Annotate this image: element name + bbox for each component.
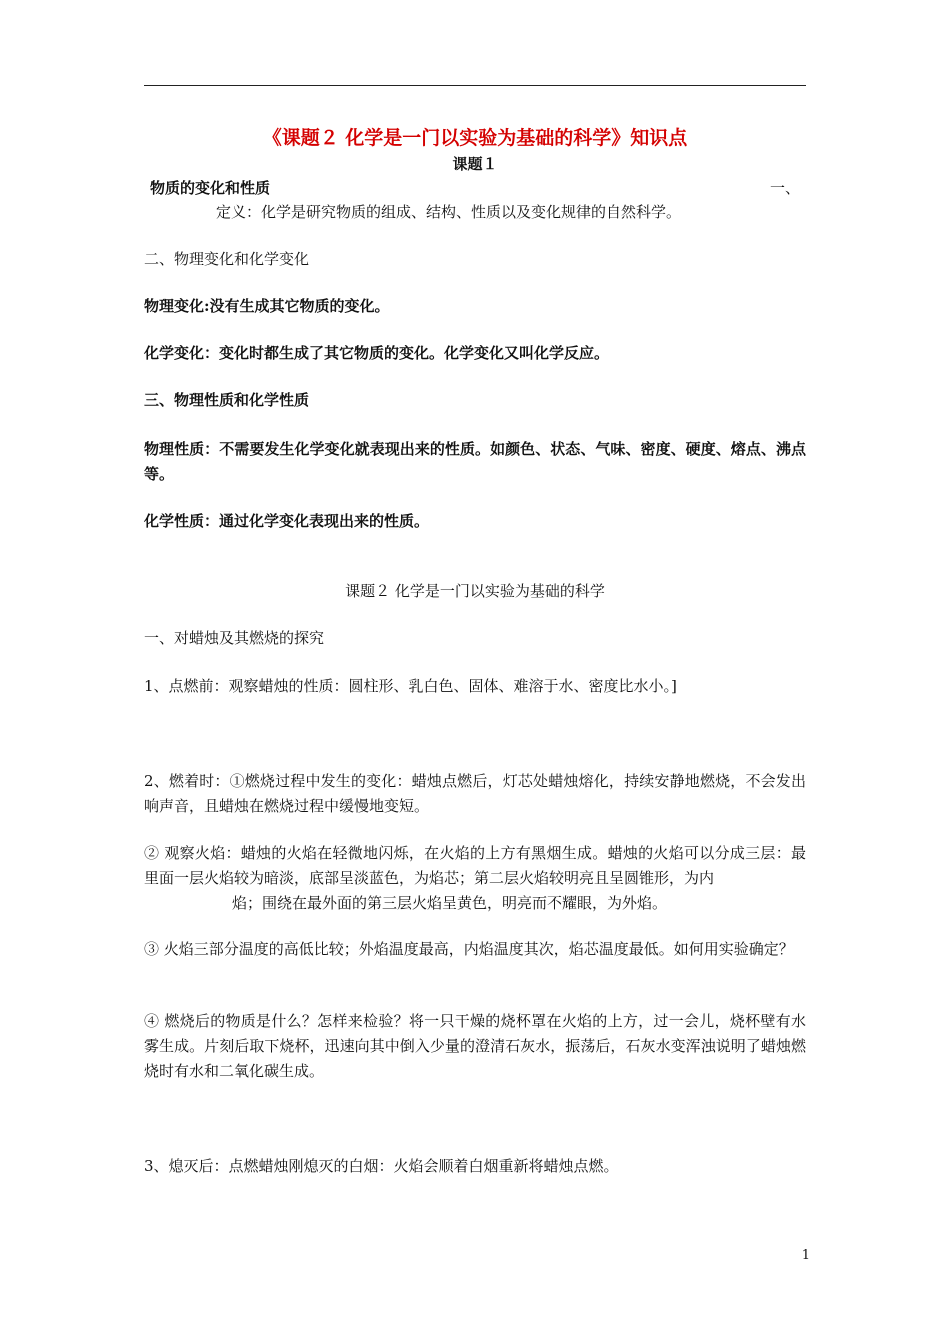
physical-property-text: 物理性质：不需要发生化学变化就表现出来的性质。如颜色、状态、气味、密度、硬度、熔点、沸点等。: [144, 440, 806, 483]
section1-number: 一、: [770, 179, 801, 197]
flame-observation-text-cont: 焰；围绕在最外面的第三层火焰呈黄色，明亮而不耀眼，为外焰。: [232, 894, 668, 912]
flame-temperature-text: ③ 火焰三部分温度的高低比较；外焰温度最高，内焰温度其次，焰芯温度最低。如何用实验确定？: [144, 940, 794, 958]
header-rule: [144, 85, 806, 86]
burning-text: 2、燃着时：①燃烧过程中发生的变化：蜡烛点燃后，灯芯处蜡烛熔化，持续安静地燃烧，不会发出响声音，且蜡烛在燃烧过程中缓慢地变短。: [144, 772, 806, 815]
combustion-products-text: ④ 燃烧后的物质是什么？怎样来检验？将一只干燥的烧杯罩在火焰的上方，过一会儿，烧杯壁有水雾生成。片刻后取下烧杯，迅速向其中倒入少量的澄清石灰水，振荡后，石灰水变浑浊说明了蜡烛燃烧时有水和二氧化碳生成。: [144, 1012, 806, 1080]
after-extinguish-text: 3、熄灭后：点燃蜡烛刚熄灭的白烟：火焰会顺着白烟重新将蜡烛点燃。: [144, 1157, 619, 1175]
topic2-heading: 课题２ 化学是一门以实验为基础的科学: [345, 582, 605, 600]
flame-observation-text: ② 观察火焰：蜡烛的火焰在轻微地闪烁，在火焰的上方有黑烟生成。蜡烛的火焰可以分成三层：最里面一层火焰较为暗淡，底部呈淡蓝色，为焰芯；第二层火焰较明亮且呈圆锥形，为内: [144, 844, 806, 887]
physical-change-text: 物理变化:没有生成其它物质的变化。: [144, 297, 390, 315]
document-subtitle: 课题１: [452, 155, 498, 173]
chemical-change-text: 化学变化：变化时都生成了其它物质的变化。化学变化又叫化学反应。: [144, 344, 610, 362]
chemical-property-text: 化学性质：通过化学变化表现出来的性质。: [144, 512, 430, 530]
definition-text: 定义：化学是研究物质的组成、结构、性质以及变化规律的自然科学。: [216, 203, 682, 221]
document-title: 《课题２ 化学是一门以实验为基础的科学》知识点: [262, 127, 688, 149]
section1-heading: 物质的变化和性质: [150, 179, 271, 197]
before-burning-text: 1、点燃前：观察蜡烛的性质：圆柱形、乳白色、固体、难溶于水、密度比水小。]: [144, 677, 677, 695]
section2-heading: 二、物理变化和化学变化: [144, 250, 310, 268]
page-number: 1: [801, 1248, 810, 1263]
candle-section-heading: 一、对蜡烛及其燃烧的探究: [144, 629, 325, 647]
section3-heading: 三、物理性质和化学性质: [144, 391, 310, 409]
